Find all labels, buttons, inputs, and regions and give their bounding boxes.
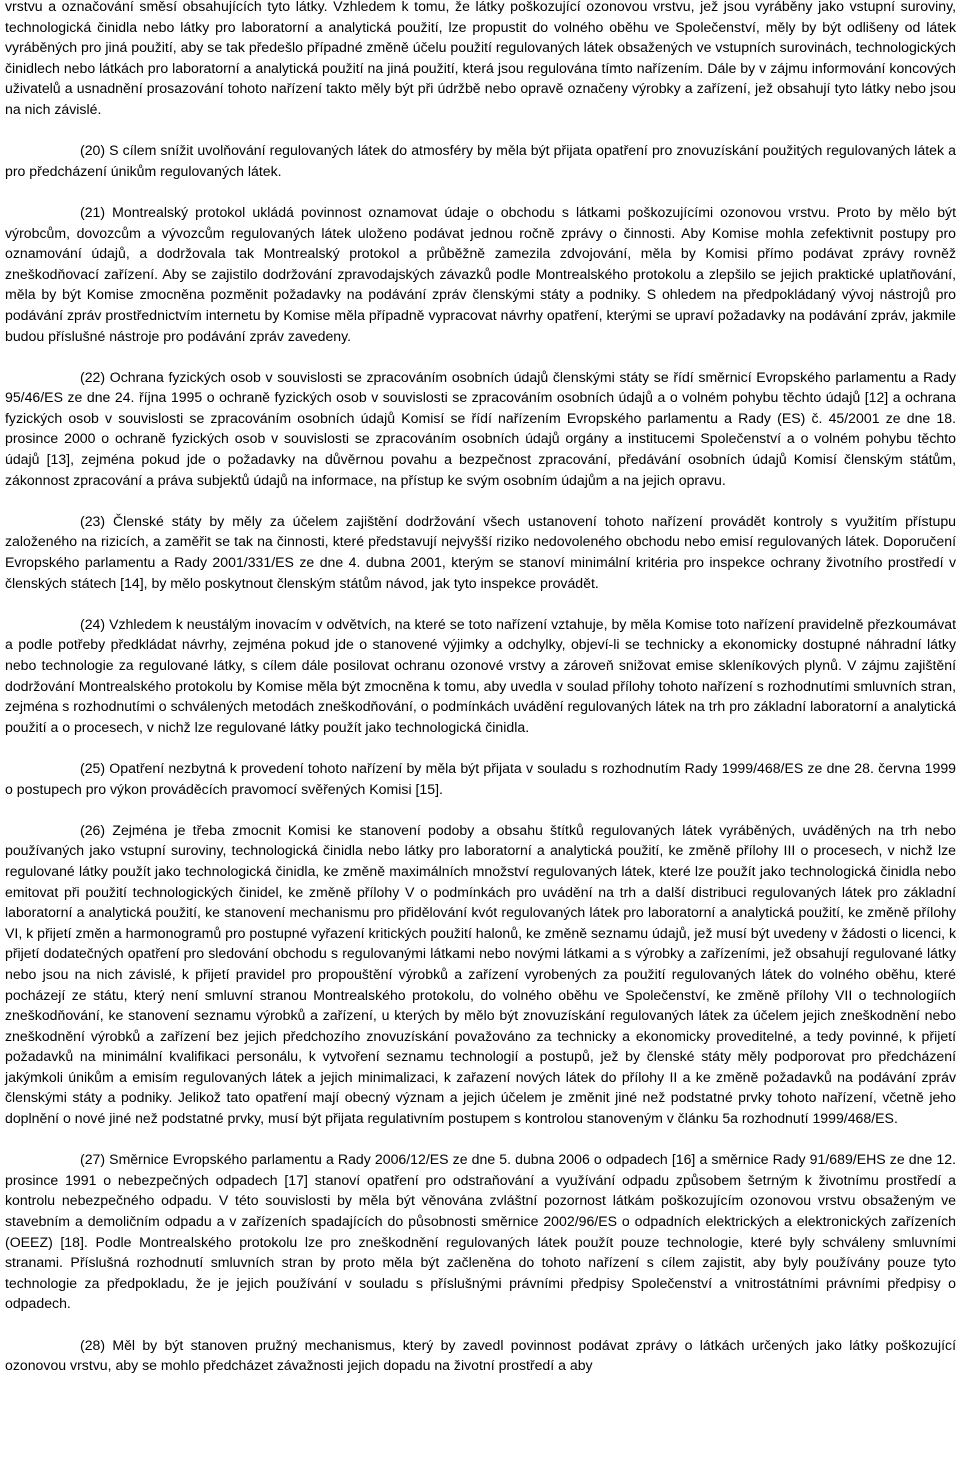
paragraph-25: (25) Opatření nezbytná k provedení tohoto nařízení by měla být přijata v souladu s rozhodnutím Rady 1999/468/ES ze dne 28. června 1999 o postupech pro výkon prováděcích pravomocí svěřených Komisi [15].: [5, 759, 956, 797]
paragraph-26: (26) Zejména je třeba zmocnit Komisi ke stanovení podoby a obsahu štítků regulovaných látek vyráběných, uváděných na trh nebo používaných jako vstupní suroviny, technologická činidla nebo látky pro laboratorní a analytická použití, ke změně přílohy III o procesech, v nichž lze regulované látky použít jako technologická činidla, ke změně maximálních množství regulovaných látek, které lze použít jako technologická činidla nebo emitovat při použití technologických činidel, ke změně přílohy V o podmínkách pro uvádění na trh a další distribuci regulovaných látek pro základní laboratorní a analytická použití, ke stanovení mechanismu pro přidělování kvót regulovaných látek pro laboratorní a analytická použití, ke změně přílohy VI, k přijetí změn a harmonogramů pro postupné vyřazení kritických použití halonů, ke změně seznamu údajů, jež musí být uvedeny v žádosti o licenci, k přijetí dodatečných opatření pro sledování obchodu s regulovanými látkami nebo novými látkami a s výrobky a zařízeními, jež obsahují regulované látky nebo jsou na nich závislé, k přijetí pravidel pro propouštění výrobků a zařízení vyrobených za použití regulovaných látek do volného oběhu, které pocházejí ze státu, který není smluvní stranou Montrealského protokolu, do volného oběhu ve Společenství, ke změně přílohy VII o technologiích zneškodňování, ke stanovení seznamu výrobků a zařízení, u kterých by mělo být znovuzískání regulovaných látek za účelem jejich zneškodnění nebo zneškodnění výrobků a zařízení bez jejich předchozího znovuzískání považováno za technicky a ekonomicky proveditelné, a tedy povinné, k přijetí požadavků na minimální kvalifikaci personálu, k vytvoření seznamu technologií a postupů, jež by členské státy měly podporovat pro předcházení jakýmkoli únikům a emisím regulovaných látek a jejich minimalizaci, k zařazení nových látek do přílohy II a ke změně požadavků na podávání zpráv členskými státy a podniky. Jelikož tato opatření mají obecný význam a jejich účelem je změnit jiné než podstatné prvky tohoto nařízení, včetně jeho doplnění o nové jiné než podstatné prvky, musí být přijata regulativním postupem s kontrolou stanoveným v článku 5a rozhodnutí 1999/468/ES.: [5, 821, 957, 1127]
paragraph-28: (28) Měl by být stanoven pružný mechanismus, který by zavedl povinnost podávat zprávy o látkách určených jako látky poškozující ozonovou vrstvu, aby se mohlo předcházet závažnosti jejich dopadu na životní prostředí a aby: [5, 1336, 956, 1374]
paragraph-21: (21) Montrealský protokol ukládá povinnost oznamovat údaje o obchodu s látkami poškozujícími ozonovou vrstvu. Proto by mělo být výrobcům, dovozcům a vývozcům regulovaných látek uloženo podávat jednou ročně zprávy o činnosti. Aby Komise mohla zefektivnit postupy pro oznamování údajů, a dodržovala tak Montrealský protokol a průběžně zamezila zdvojování, měla by Komisi přímo podávat zprávy rovněž zneškodňovací zařízení. Aby se zajistilo dodržování zpravodajských závazků podle Montrealského protokolu a zlepšilo se jejich praktické uplatňování, měla by být Komise zmocněna pozměnit požadavky na podávání zpráv členskými státy a podniky. S ohledem na předpokládaný vývoj nástrojů pro podávání zpráv prostřednictvím internetu by Komise měla případně vypracovat návrhy opatření, kterými se upraví požadavky na podávání zpráv, jakmile budou příslušné nástroje pro podávání zpráv zavedeny.: [5, 203, 956, 344]
paragraph-20: (20) S cílem snížit uvolňování regulovaných látek do atmosféry by měla být přijata opatření pro znovuzískání použitých regulovaných látek a pro předcházení únikům regulovaných látek.: [5, 142, 956, 179]
paragraph-22: (22) Ochrana fyzických osob v souvislosti se zpracováním osobních údajů členskými státy se řídí směrnicí Evropského parlamentu a Rady 95/46/ES ze dne 24. října 1995 o ochraně fyzických osob v souvislosti se zpracováním osobních údajů a o volném pohybu těchto údajů [12] a ochrana fyzických osob v souvislosti se zpracováním osobních údajů Komisí se řídí nařízením Evropského parlamentu a Rady (ES) č. 45/2001 ze dne 18. prosince 2000 o ochraně fyzických osob v souvislosti se zpracováním osobních údajů orgány a institucemi Společenství a o volném pohybu těchto údajů [13], zejména pokud jde o požadavky na důvěrnou povahu a bezpečnost zpracování, předávání osobních údajů Komisí členským státům, zákonnost zpracování a práva subjektů údajů na informace, na přístup ke svým osobním údajům a na jejich opravu.: [5, 368, 956, 488]
paragraph-24: (24) Vzhledem k neustálým inovacím v odvětvích, na které se toto nařízení vztahuje, by měla Komise toto nařízení pravidelně přezkoumávat a podle potřeby předkládat návrhy, zejména pokud jde o stanovené výjimky a odchylky, objeví-li se technicky a ekonomicky dostupné náhradní látky nebo technologie za regulované látky, s cílem dále posilovat ochranu ozonové vrstvy a zároveň snižovat emise skleníkových plynů. V zájmu zajištění dodržování Montrealského protokolu by Komise měla být zmocněna k tomu, aby uvedla v soulad přílohy tohoto nařízení s rozhodnutími smluvních stran, zejména s rozhodnutími o schválených metodách zneškodňování, o podmínkách uvádění regulovaných látek na trh pro základní laboratorní a analytická použití a o procesech, v nichž lze regulované látky použít jako technologická činidla.: [5, 615, 956, 735]
paragraph-19-continuation: vrstvu a označování směsí obsahujících tyto látky. Vzhledem k tomu, že látky poškozující ozonovou vrstvu, jež jsou vyráběny jako vstupní suroviny, technologická činidla nebo látky pro laboratorní a analytická použití, lze propustit do volného oběhu ve Společenství, měly by být odlišeny od látek vyráběných pro jiná použití, aby se tak předešlo případné změně účelu použití regulovaných látek obsažených ve vstupních surovinách, technologických činidlech nebo látkách pro laboratorní a analytická použití na jiná použití, která jsou regulována tímto nařízením. Dále by v zájmu informování koncových uživatelů a usnadnění prosazování tohoto nařízení takto měly být při údržbě nebo opravě označeny výrobky a zařízení, jež obsahují tyto látky nebo jsou na nich závislé.: [5, 0, 956, 117]
document-page: [5, 0, 956, 1376]
paragraph-27: (27) Směrnice Evropského parlamentu a Rady 2006/12/ES ze dne 5. dubna 2006 o odpadech [16] a směrnice Rady 91/689/EHS ze dne 12. prosince 1991 o nebezpečných odpadech [17] stanoví opatření pro odstraňování a využívání odpadu způsobem šetrným k životnímu prostředí a kontrolu nebezpečného odpadu. V této souvislosti by měla být věnována zvláštní pozornost látkám poškozujícím ozonovou vrstvu obsaženým ve stavebním a demoličním odpadu a v zařízeních spadajících do působnosti směrnice 2002/96/ES o odpadních elektrických a elektronických zařízeních (OEEZ) [18]. Podle Montrealského protokolu lze pro zneškodnění regulovaných látek použít pouze technologie, které byly schváleny smluvními stranami. Příslušná rozhodnutí smluvních stran by proto měla být začleněna do tohoto nařízení s cílem zajistit, aby byly používány pouze tyto technologie za předpokladu, že je jejich používání v souladu s příslušnými právními předpisy Společenství a vnitrostátními právními předpisy o odpadech.: [5, 1151, 956, 1312]
paragraph-23: (23) Členské státy by měly za účelem zajištění dodržování všech ustanovení tohoto nařízení provádět kontroly s využitím přístupu založeného na rizicích, a zaměřit se tak na činnosti, které představují nejvyšší riziko nedovoleného obchodu nebo emisí regulovaných látek. Doporučení Evropského parlamentu a Rady 2001/331/ES ze dne 4. dubna 2001, kterým se stanoví minimální kritéria pro inspekce ochrany životního prostředí v členských státech [14], by mělo poskytnout členským státům návod, jak tyto inspekce provádět.: [5, 512, 956, 591]
